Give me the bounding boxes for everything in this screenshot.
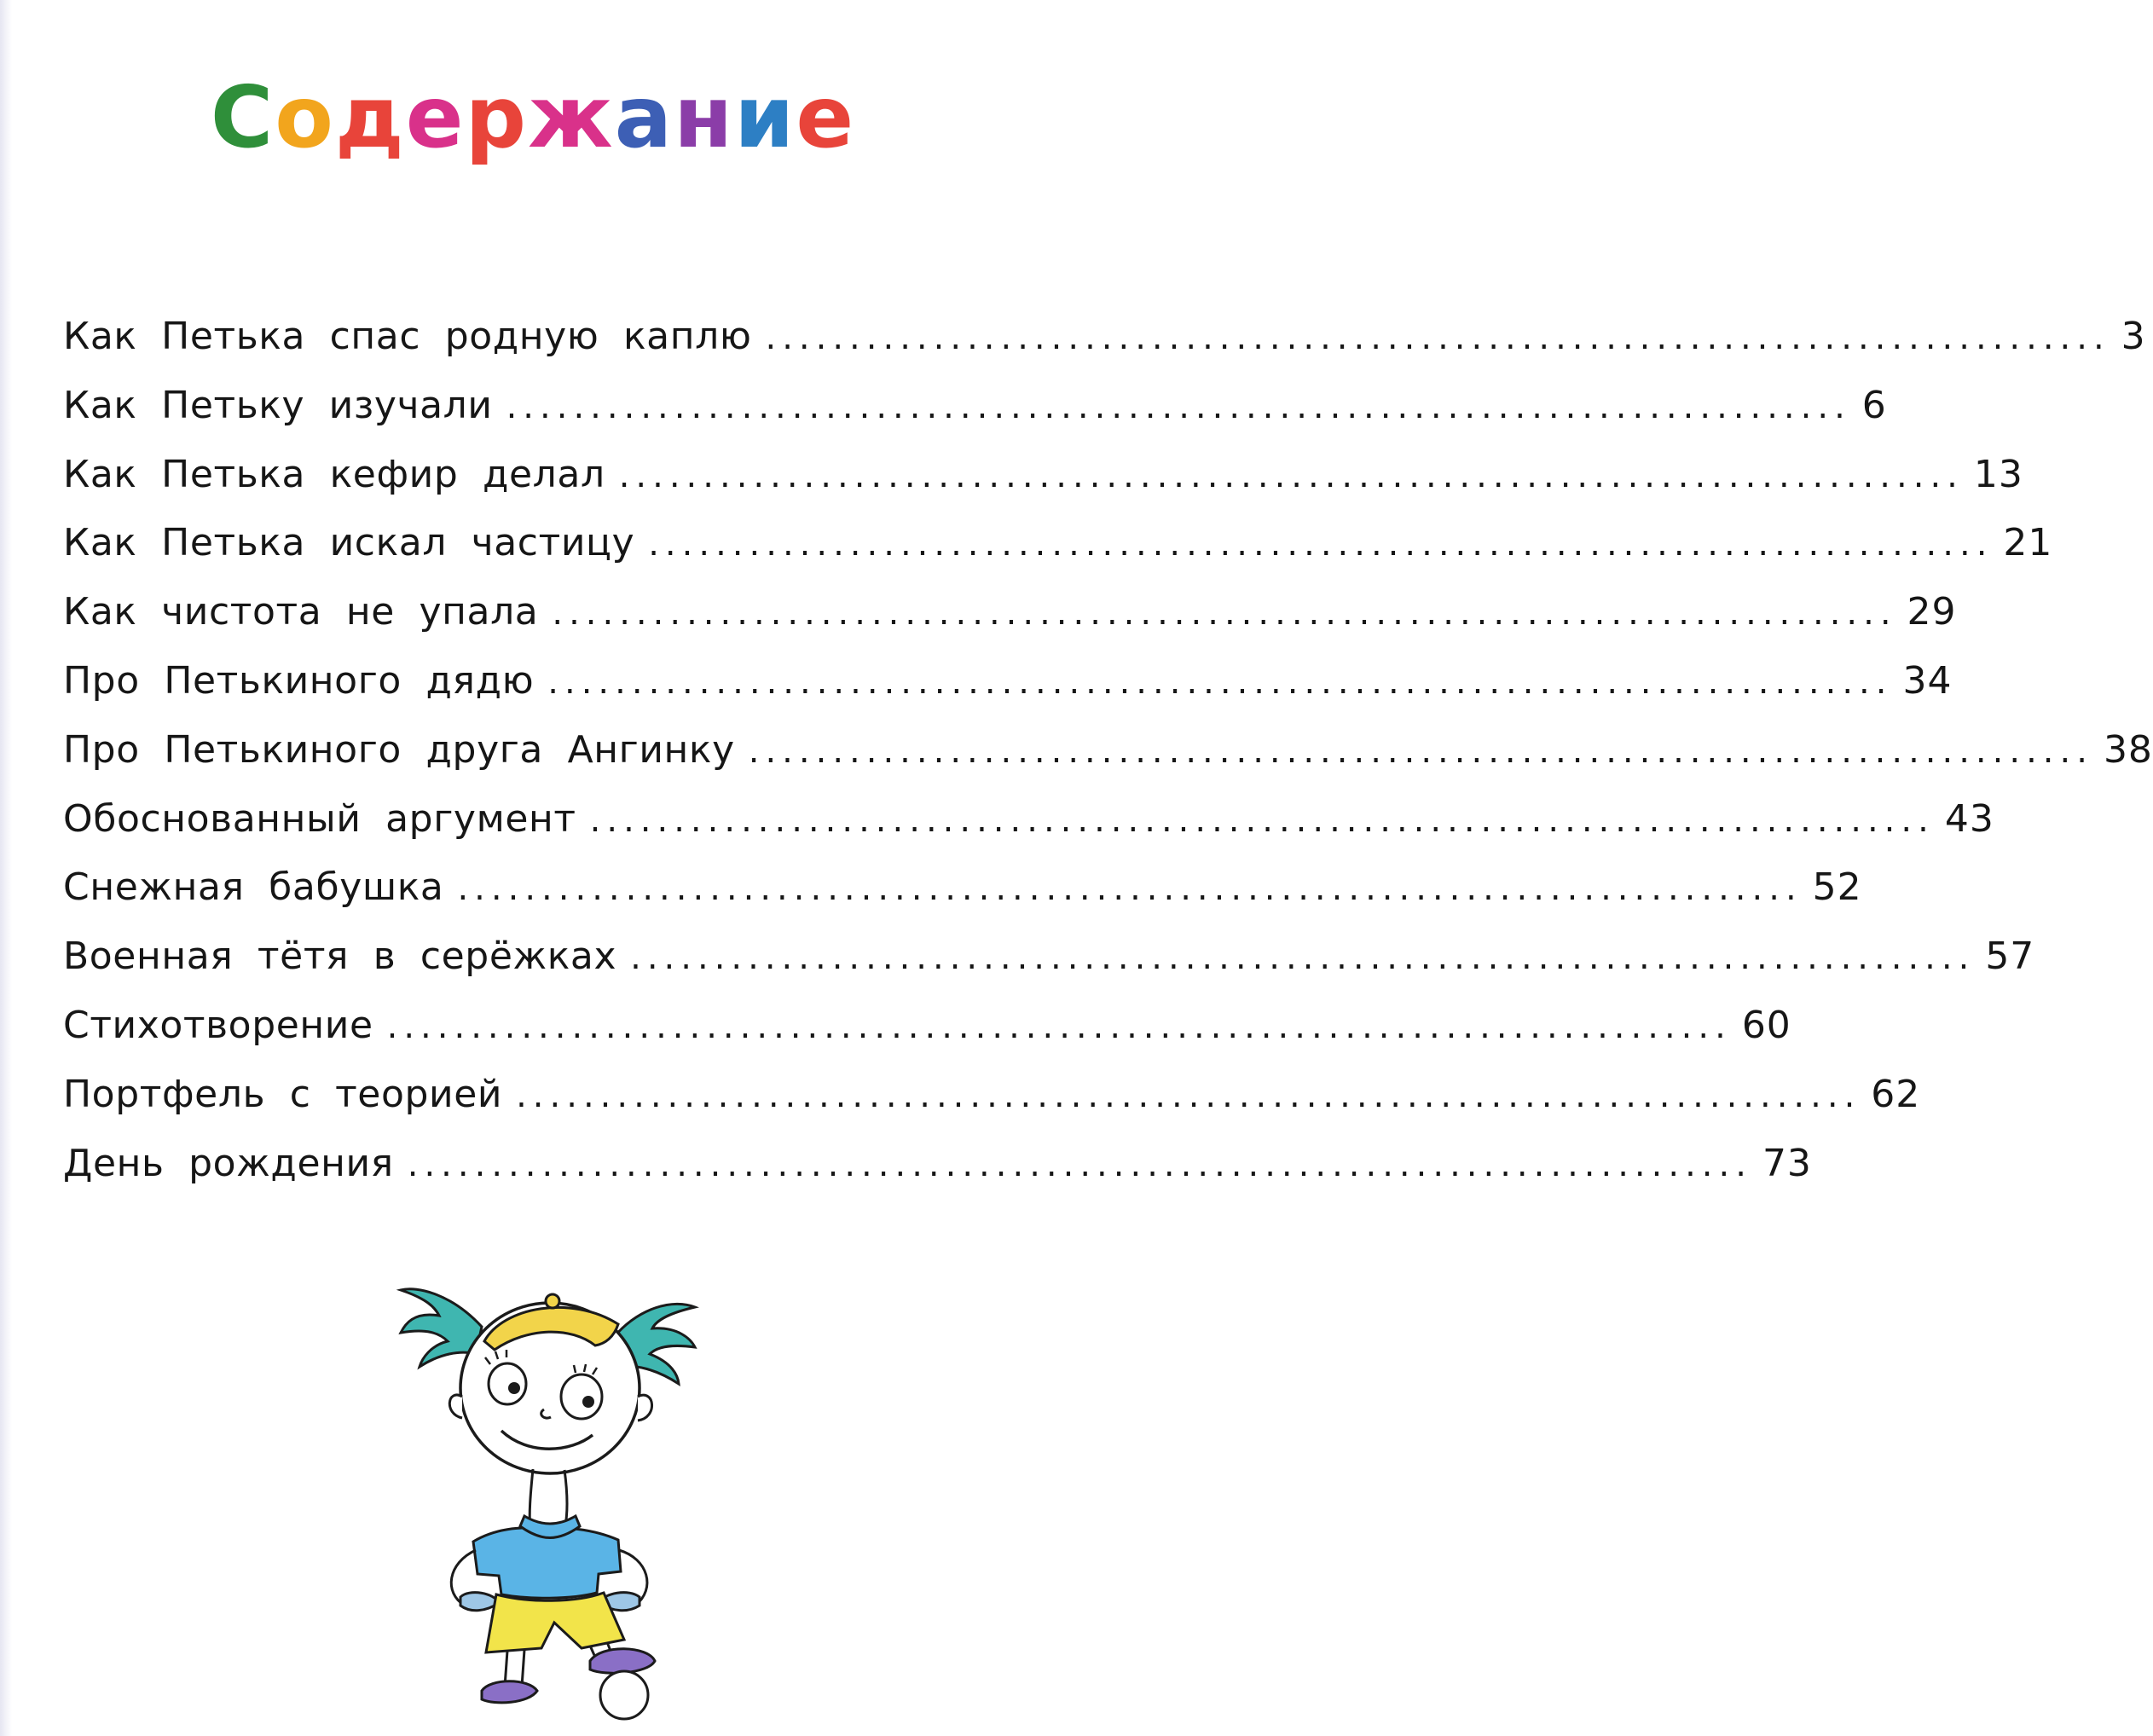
toc-entry-title: Портфель с теорией [63,1072,503,1116]
toc-entry-title: Как Петьку изучали [63,383,493,427]
toc-leader-dots: ................................................................................ [457,869,1803,909]
cartoon-girl-illustration [401,1260,708,1721]
title-letter: и [734,67,796,167]
toc-leader-dots: ................................................................................ [630,938,1976,978]
toc-entry-page: 52 [1812,865,1862,910]
toc-leader-dots: ................................................................................ [506,386,1851,426]
toc-entry-page: 57 [1985,935,2035,979]
toc-leader-dots: ................................................................................ [547,662,1893,702]
toc-entry-title: Стихотворение [63,1003,373,1047]
toc-entry-page: 21 [2003,521,2053,565]
shoe-left [482,1681,537,1703]
shorts [486,1593,624,1652]
toc-entry-title: Про Петькиного дядю [63,658,535,703]
toc-entry[interactable] [63,578,1957,647]
title-letter: р [465,67,529,167]
toc-entry-page: 6 [1861,383,1887,427]
toc-entry[interactable] [63,647,1953,716]
eye-right [561,1374,602,1419]
title-letter: е [405,67,466,167]
toc-entry-page: 62 [1871,1072,1921,1116]
toc-entry[interactable] [63,303,2146,372]
toc-entry[interactable] [63,372,1887,441]
toc-entry[interactable] [63,441,2023,510]
ear-right [638,1395,652,1421]
title-letter: о [275,67,335,167]
eye-left [489,1363,526,1404]
title-letter: д [334,67,406,167]
toc-entry[interactable] [63,1061,1921,1130]
toc-entry[interactable] [63,509,2053,578]
toc-leader-dots: ................................................................................ [589,800,1935,840]
toc-entry-page: 34 [1902,658,1953,703]
toc-entry-page: 13 [1973,452,2023,496]
toc-leader-dots: ................................................................................ [386,1006,1732,1046]
toc-leader-dots: ................................................................................ [618,455,1964,495]
toc-entry-title: Как Петька кефир делал [63,452,605,496]
ear-left [449,1395,462,1418]
toc-entry-title: Обоснованный аргумент [63,796,576,841]
toc-entry-title: Про Петькиного друга Ангинку [63,727,735,772]
page-edge-shadow [0,0,12,1736]
toc-entry[interactable] [63,716,2153,785]
toc-leader-dots: ................................................................................ [516,1075,1861,1115]
table-of-contents [63,303,2153,1198]
title-letter: С [210,67,275,167]
toc-entry-page: 60 [1741,1003,1791,1047]
toc-entry-page: 3 [2121,315,2146,358]
toc-leader-dots: ................................................................................ [748,731,2093,771]
shoe-right [590,1649,655,1674]
title-letter: е [796,67,856,167]
toc-entry-title: День рождения [63,1141,394,1185]
toc-entry-title: Как чистота не упала [63,590,539,634]
toc-entry-title: Снежная бабушка [63,865,444,910]
toc-entry-page: 29 [1907,590,1957,634]
toc-entry[interactable] [63,992,1791,1061]
toc-entry-title: Военная тётя в серёжках [63,935,617,979]
toc-entry[interactable] [63,1130,1812,1199]
title-letter: а [614,67,674,167]
toc-entry[interactable] [63,785,1994,854]
toc-entry-page: 43 [1944,796,1994,841]
toc-entry-page: 38 [2103,727,2153,772]
toc-entry[interactable] [63,923,2035,992]
title-letter: ж [528,67,615,167]
ball [600,1671,648,1719]
toc-leader-dots: ................................................................................ [765,318,2110,357]
title-letter: н [674,67,735,167]
toc-entry-page: 73 [1762,1141,1812,1185]
toc-entry-title: Как Петька спас родную каплю [63,315,752,358]
toc-entry-title: Как Петька искал частицу [63,521,635,565]
page-title [0,67,1066,167]
cap-button [546,1294,559,1308]
toc-leader-dots: ................................................................................ [648,524,1994,564]
toc-leader-dots: ................................................................................ [407,1144,1752,1184]
toc-leader-dots: ................................................................................ [552,593,1897,634]
toc-entry[interactable] [63,854,1862,923]
